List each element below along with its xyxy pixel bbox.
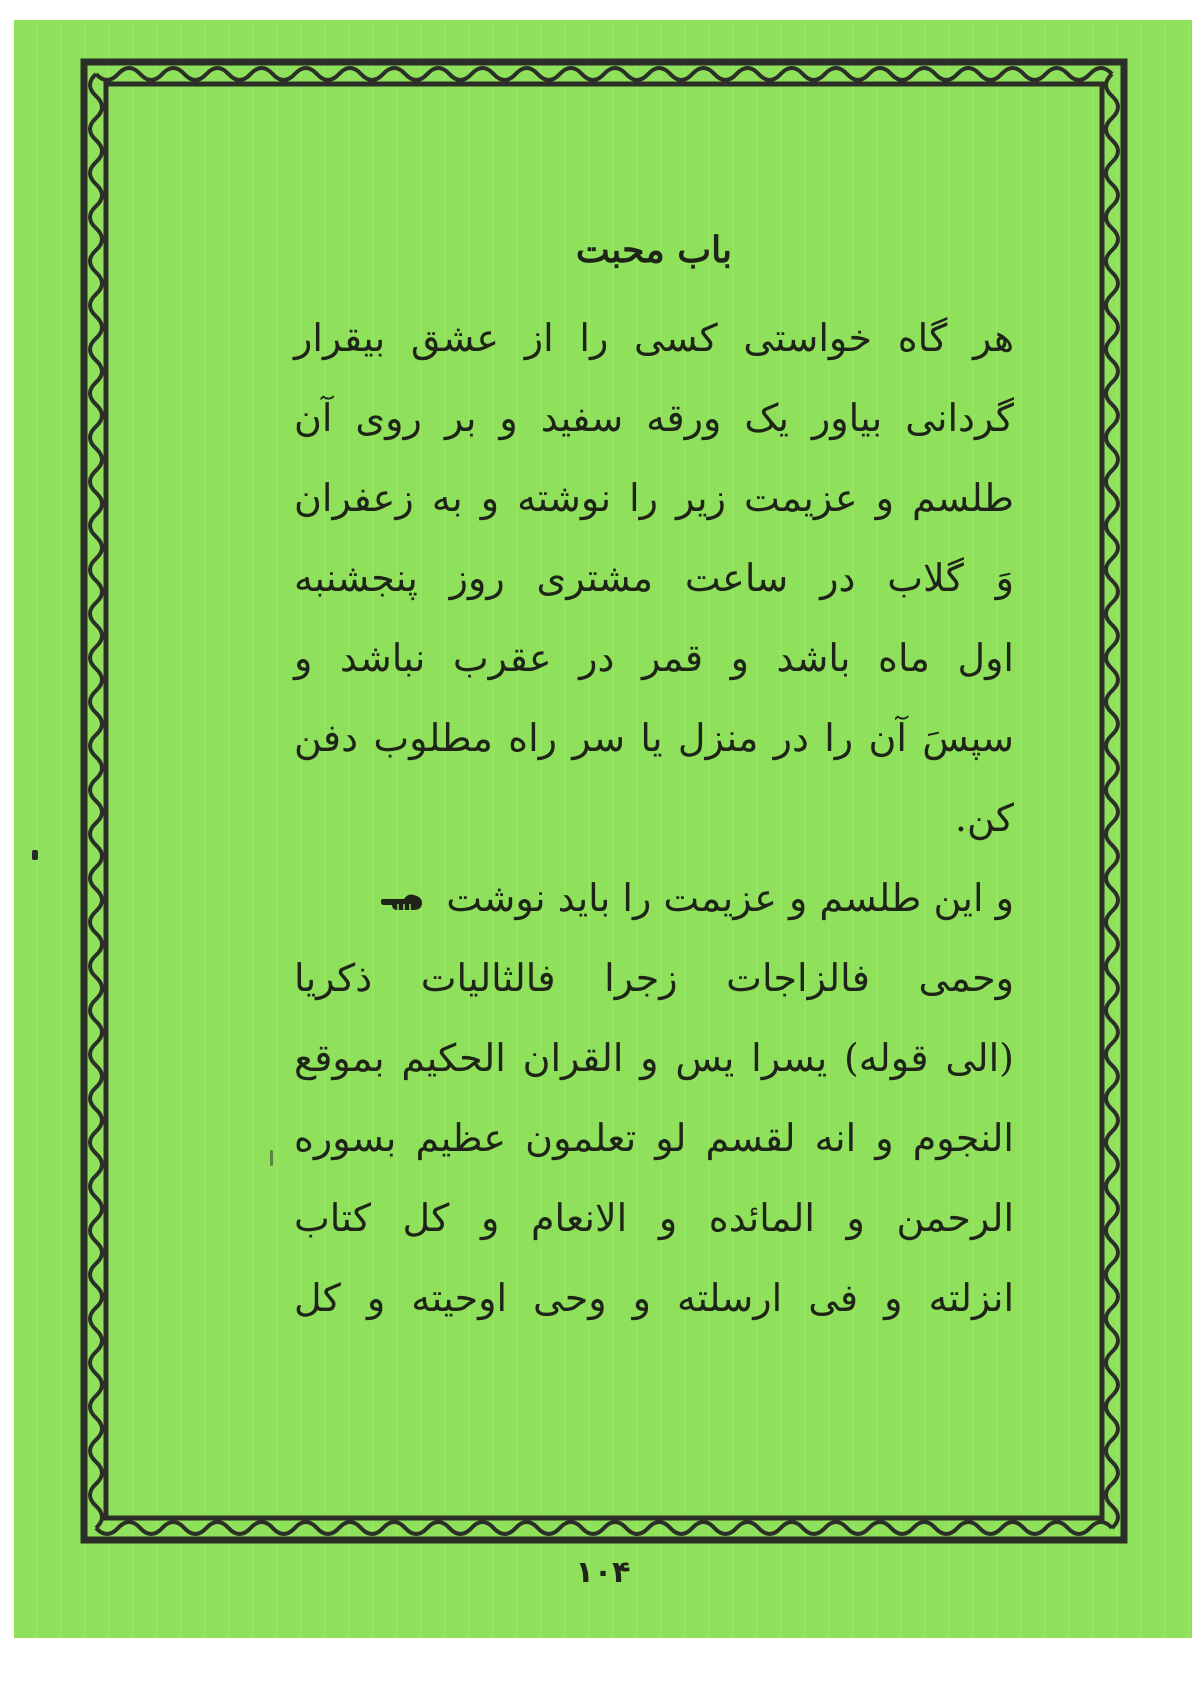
text-line: و این طلسم و عزیمت را باید نوشت — [446, 876, 1014, 920]
page-sheet — [14, 20, 1192, 1638]
page-title: باب محبت — [575, 229, 733, 271]
page-number: ۱۰۴ — [575, 1555, 631, 1590]
text-line: الرحمن و المائده و الانعام و کل کتاب — [294, 1196, 1014, 1240]
text-line: وَ گلاب در ساعت مشتری روز پنجشنبه — [294, 556, 1014, 600]
pointing-hand-icon — [380, 862, 424, 942]
paragraph-2 — [294, 858, 1014, 1338]
text-line: کن. — [954, 796, 1014, 840]
text-line: طلسم و عزیمت زیر را نوشته و به زعفران — [294, 476, 1014, 520]
scan-speck — [270, 1150, 273, 1166]
wavy-border-line — [96, 68, 1112, 80]
text-line: اول ماه باشد و قمر در عقرب نباشد و — [294, 636, 1014, 680]
wavy-border-line — [96, 1522, 1112, 1534]
wavy-border-line — [1106, 74, 1118, 1528]
scan-speck — [32, 850, 38, 860]
page-content — [294, 220, 1014, 1338]
text-line-with-icon — [294, 858, 1014, 938]
text-line: انزلته و فی ارسلته و وحی اوحیته و کل — [294, 1276, 1014, 1320]
text-line: (الی قوله) یسرا یس و القران الحکیم بموقع — [294, 1036, 1014, 1080]
text-line: وحمی فالزاجات زجرا فالثالیات ذکریا — [294, 956, 1014, 1000]
text-line: سپسَ آن را در منزل یا سر راه مطلوب دفن — [294, 716, 1014, 760]
wavy-border-line — [90, 74, 102, 1528]
text-line: النجوم و انه لقسم لو تعلمون عظیم بسوره — [294, 1116, 1014, 1160]
text-line: گردانی بیاور یک ورقه سفید و بر روی آن — [294, 396, 1014, 440]
paragraph-1 — [294, 298, 1014, 858]
text-line: هر گاه خواستی کسی را از عشق بیقرار — [294, 316, 1014, 360]
